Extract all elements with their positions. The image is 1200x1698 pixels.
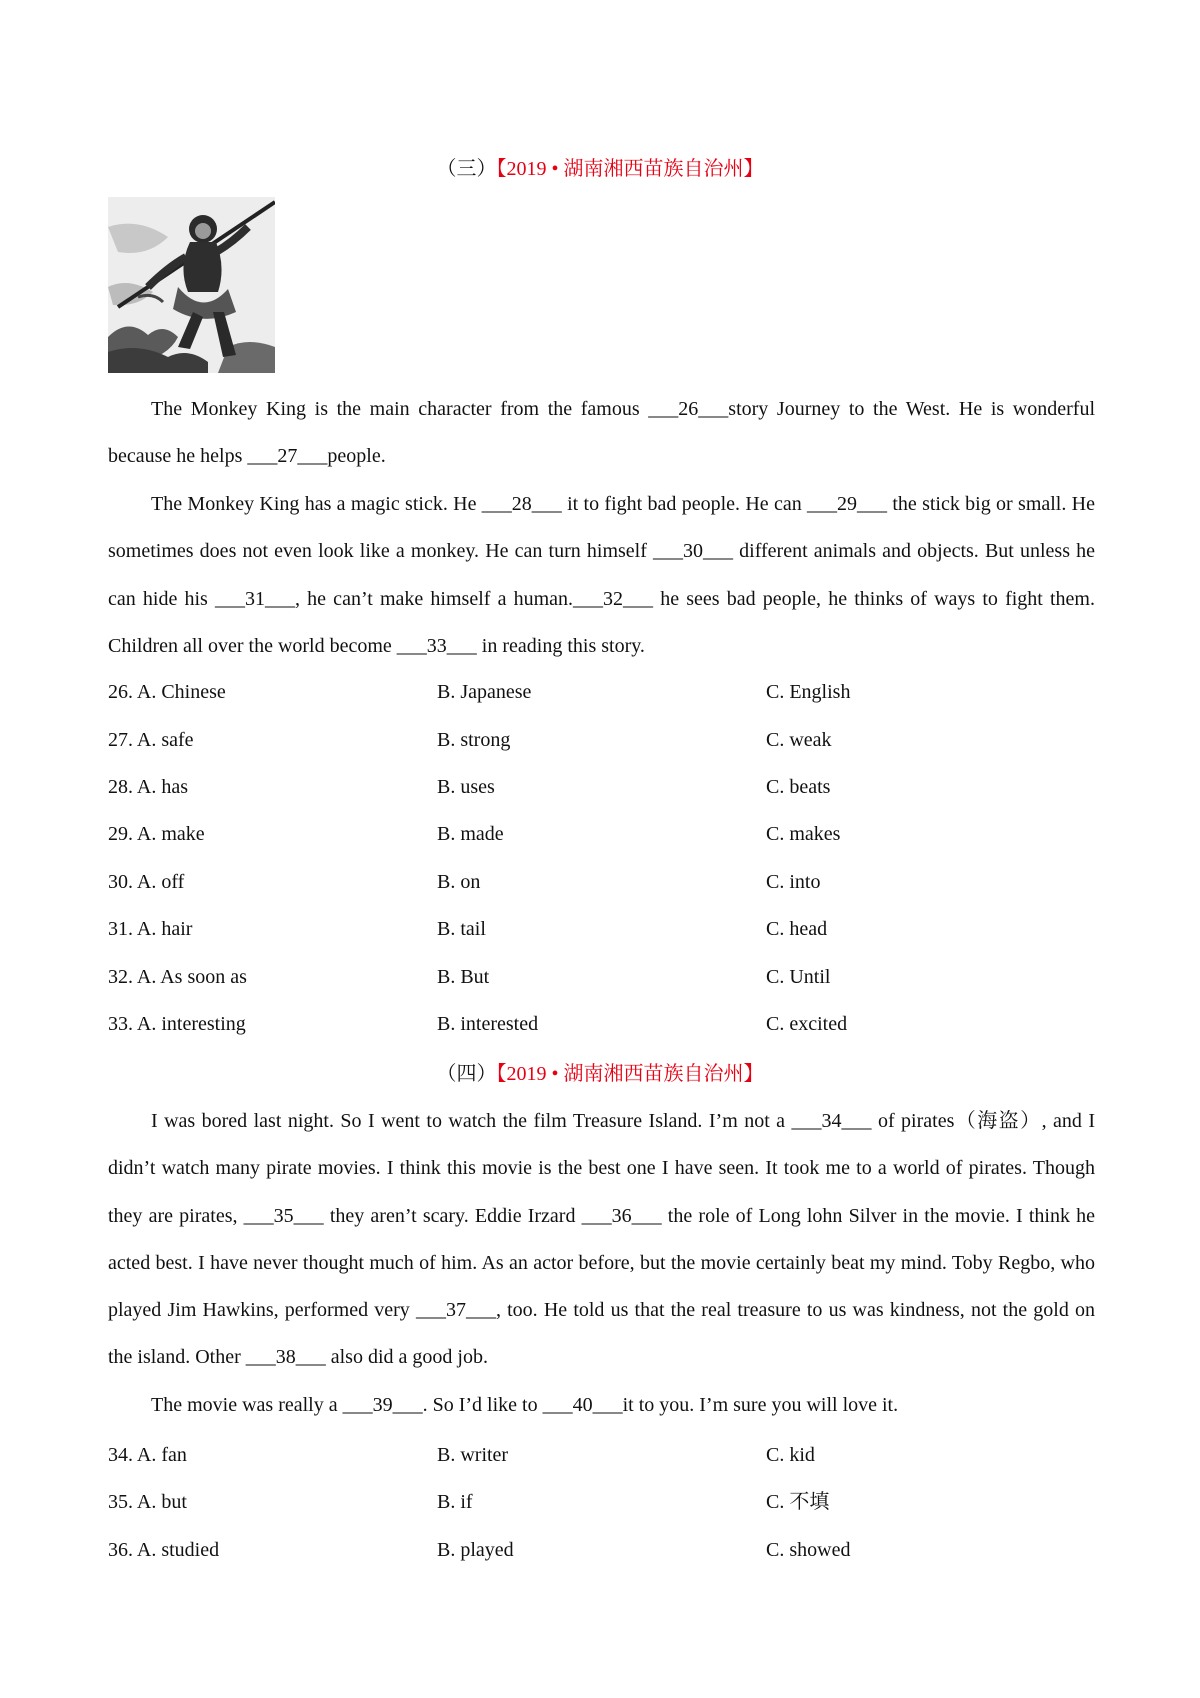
option-30-a[interactable]: 30. A. off [108, 871, 185, 893]
question-30-options [108, 868, 1095, 896]
option-36-a[interactable]: 36. A. studied [108, 1539, 220, 1561]
option-29-c[interactable]: C. makes [766, 823, 841, 845]
section-4-paragraph-2 [108, 1382, 1095, 1429]
question-26-options [108, 678, 1095, 706]
section-4-paragraph-1-text: I was bored last night. So I went to watch the film Treasure Island. I’m not a ___34___ of pirates（海盗）, and I didn’t watch many pirate movies. I think this movie is the best one I have seen. It took me to a world of pirates. Though they are pirates, ___35___ they aren’t scary. Eddie Irzard ___36___ the role of Long lohn Silver in the movie. I think he acted best. I have never thought much of him. As an actor before, but the movie certainly beat my mind. Toby Regbo, who played Jim Hawkins, performed very ___37___, too. He told us that the real treasure to us was kindness, not the gold on the island. Other ___38___ also did a good job. [108, 1110, 1095, 1369]
question-29-options [108, 820, 1095, 848]
option-28-c[interactable]: C. beats [766, 776, 831, 798]
question-31-options [108, 915, 1095, 943]
option-28-a[interactable]: 28. A. has [108, 776, 188, 798]
section-4-paragraph-2-text: The movie was really a ___39___. So I’d like to ___40___it to you. I’m sure you will love it. [151, 1394, 899, 1416]
question-36-options [108, 1536, 1095, 1564]
option-32-c[interactable]: C. Until [766, 966, 831, 988]
section-3-paragraph-2 [108, 481, 1095, 670]
question-33-options [108, 1010, 1095, 1038]
option-26-c[interactable]: C. English [766, 681, 851, 703]
option-29-b[interactable]: B. made [437, 823, 504, 845]
question-27-options [108, 726, 1095, 754]
option-35-b[interactable]: B. if [437, 1491, 473, 1513]
option-30-c[interactable]: C. into [766, 871, 821, 893]
option-33-c[interactable]: C. excited [766, 1013, 848, 1035]
section-3-source: 【2019 • 湖南湘西苗族自治州】 [496, 158, 764, 180]
option-27-a[interactable]: 27. A. safe [108, 729, 194, 751]
option-27-c[interactable]: C. weak [766, 729, 832, 751]
question-35-options [108, 1488, 1095, 1516]
option-32-b[interactable]: B. But [437, 966, 490, 988]
section-4-paragraph-1 [108, 1098, 1095, 1382]
option-36-c[interactable]: C. showed [766, 1539, 851, 1561]
option-34-c[interactable]: C. kid [766, 1444, 815, 1466]
section-3-paragraph-2-text: The Monkey King has a magic stick. He ___28___ it to fight bad people. He can ___29___ the stick big or small. He sometimes does not even look like a monkey. He can turn himself ___30___ different animals and objects. But unless he can hide his ___31___, he can’t make himself a human.___32___ he sees bad people, he thinks of ways to fight them. Children all over the world become ___33___ in reading this story. [108, 493, 1095, 657]
option-35-c[interactable]: C. 不填 [766, 1491, 830, 1513]
question-34-options [108, 1441, 1095, 1469]
option-26-b[interactable]: B. Japanese [437, 681, 532, 703]
section-4-number: （四） [436, 1063, 497, 1085]
option-35-a[interactable]: 35. A. but [108, 1491, 187, 1513]
option-27-b[interactable]: B. strong [437, 729, 511, 751]
option-34-b[interactable]: B. writer [437, 1444, 509, 1466]
monkey-king-image [108, 197, 275, 373]
option-33-a[interactable]: 33. A. interesting [108, 1013, 246, 1035]
question-28-options [108, 773, 1095, 801]
question-32-options [108, 963, 1095, 991]
option-31-c[interactable]: C. head [766, 918, 828, 940]
option-32-a[interactable]: 32. A. As soon as [108, 966, 247, 988]
section-3-number: （三） [436, 158, 497, 180]
section-4-heading [0, 1062, 1200, 1086]
option-28-b[interactable]: B. uses [437, 776, 495, 798]
section-3-heading [0, 157, 1200, 181]
option-26-a[interactable]: 26. A. Chinese [108, 681, 226, 703]
option-30-b[interactable]: B. on [437, 871, 481, 893]
section-4-source: 【2019 • 湖南湘西苗族自治州】 [496, 1063, 764, 1085]
monkey-king-illustration [108, 197, 275, 373]
option-33-b[interactable]: B. interested [437, 1013, 539, 1035]
section-3-paragraph-1-text: The Monkey King is the main character from the famous ___26___story Journey to the West. He is wonderful because he helps ___27___people. [108, 398, 1095, 468]
section-3-paragraph-1 [108, 386, 1095, 481]
option-31-a[interactable]: 31. A. hair [108, 918, 193, 940]
option-29-a[interactable]: 29. A. make [108, 823, 205, 845]
option-31-b[interactable]: B. tail [437, 918, 486, 940]
option-34-a[interactable]: 34. A. fan [108, 1444, 187, 1466]
option-36-b[interactable]: B. played [437, 1539, 514, 1561]
